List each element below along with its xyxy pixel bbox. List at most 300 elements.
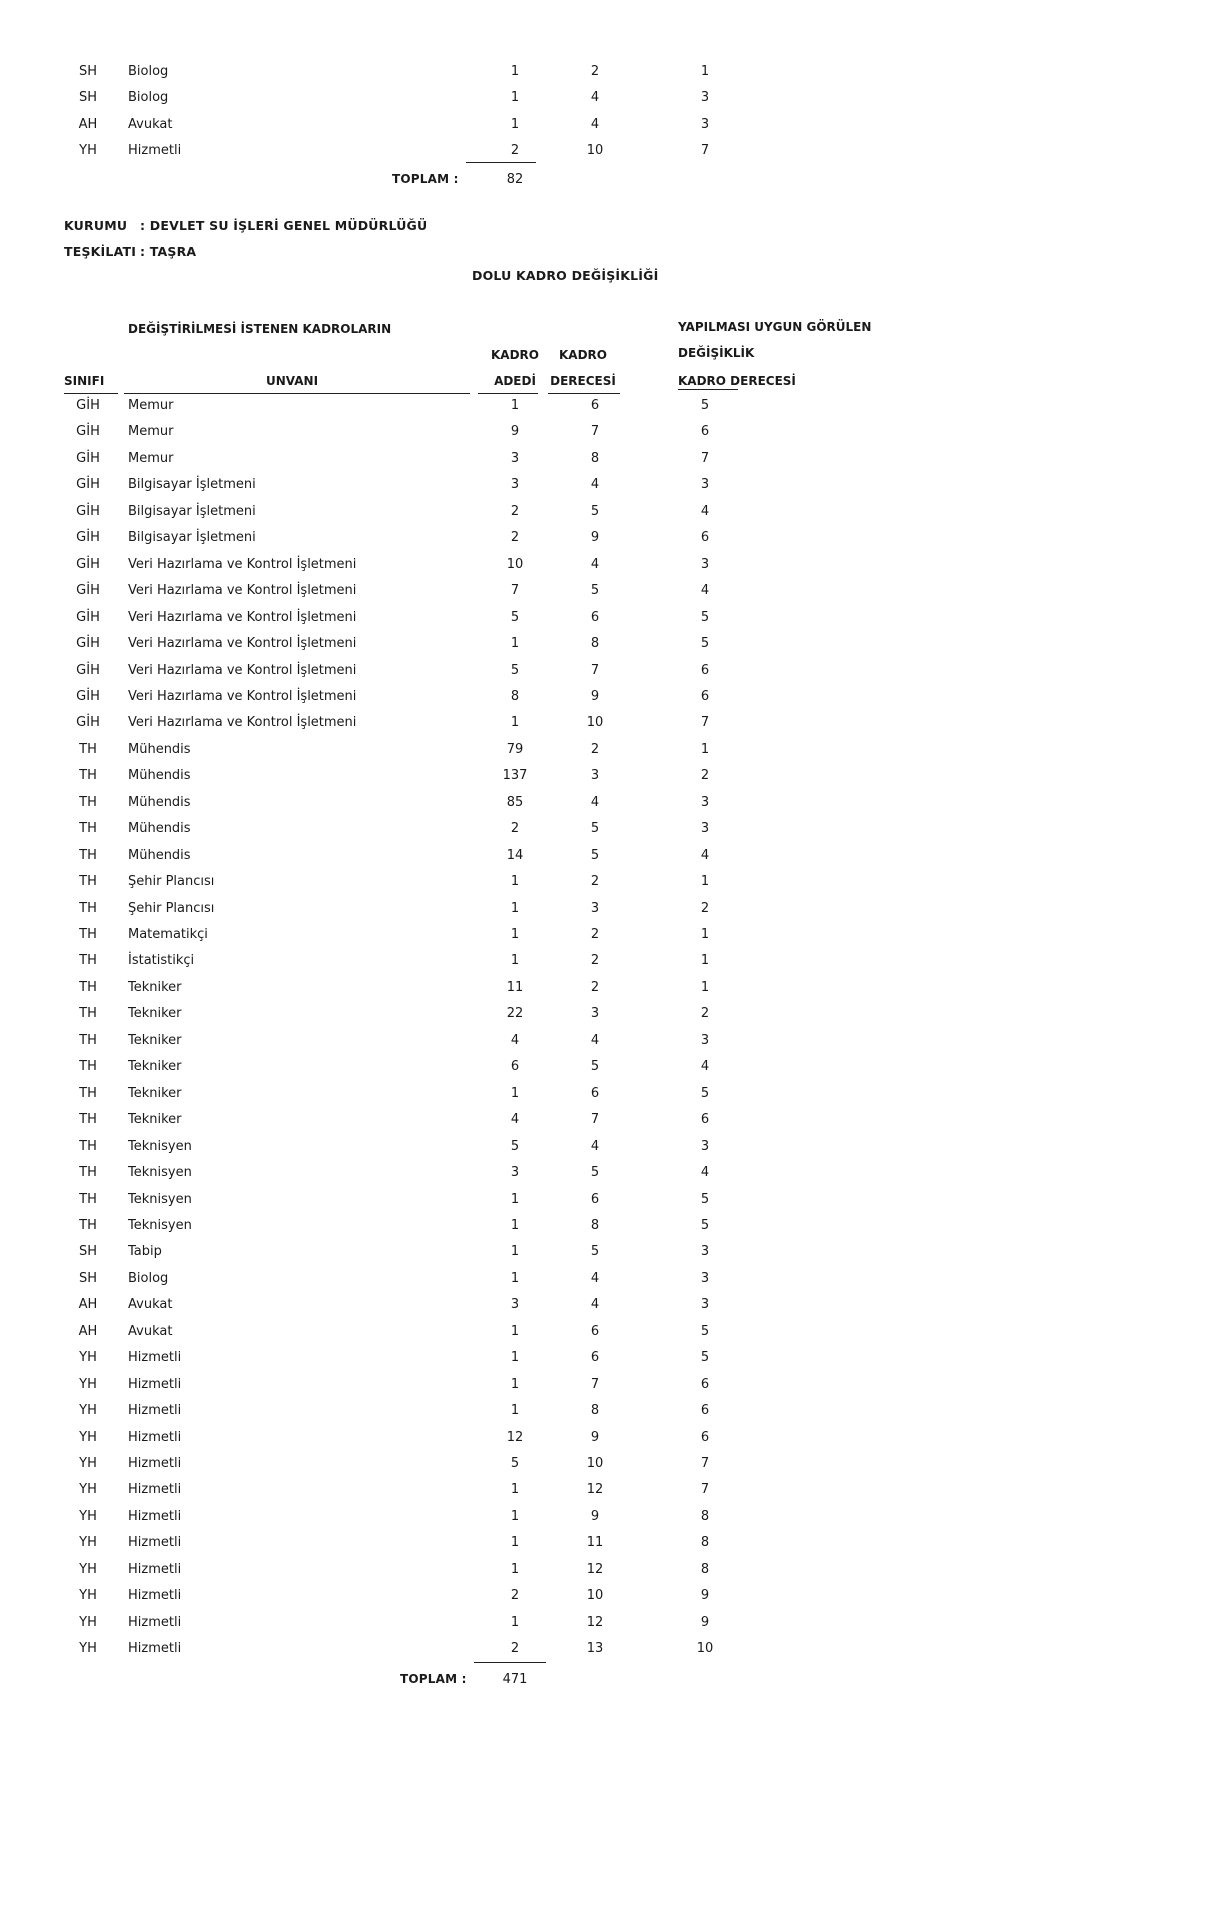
cell-count: 4 (510, 1112, 520, 1128)
cell-new-degree: 3 (700, 821, 710, 837)
cell-title: Tekniker (128, 1006, 182, 1022)
cell-degree: 12 (586, 1561, 604, 1577)
cell-class: TH (79, 794, 97, 810)
table-row (0, 953, 1223, 973)
cell-class: GİH (76, 609, 100, 625)
cell-class: SH (78, 1244, 98, 1260)
cell-title: Tekniker (128, 1085, 182, 1101)
cell-count: 1 (510, 1270, 520, 1286)
cell-count: 1 (510, 1482, 520, 1498)
cell-count: 1 (510, 1403, 520, 1419)
table-row (0, 530, 1223, 550)
cell-class: TH (79, 847, 97, 863)
cell-class: GİH (76, 477, 100, 493)
cell-title: Biolog (128, 64, 169, 79)
cell-count: 1 (510, 636, 520, 652)
table-row (0, 117, 1223, 137)
cell-title: Veri Hazırlama ve Kontrol İşletmeni (128, 715, 357, 731)
table-row (0, 1086, 1223, 1106)
cell-new-degree: 5 (700, 398, 710, 413)
header-rule-derecesi (548, 393, 620, 394)
cell-class: TH (79, 821, 97, 837)
cell-new-degree: 3 (700, 1270, 710, 1286)
cell-new-degree: 2 (700, 900, 710, 916)
cell-degree: 4 (590, 556, 600, 572)
cell-count: 1 (510, 398, 520, 413)
table-row (0, 610, 1223, 630)
cell-count: 1 (510, 874, 520, 890)
table-row (0, 477, 1223, 497)
cell-count: 4 (510, 1032, 520, 1048)
cell-count: 1 (510, 1535, 520, 1551)
cell-degree: 4 (590, 1032, 600, 1048)
cell-class: YH (79, 142, 97, 158)
cell-new-degree: 3 (700, 477, 710, 493)
header-rule-kadro-derecesi (678, 389, 738, 390)
cell-degree: 6 (590, 609, 600, 625)
cell-degree: 6 (590, 1191, 600, 1207)
cell-title: Şehir Plancısı (128, 900, 215, 916)
table-row (0, 1588, 1223, 1608)
cell-degree: 2 (590, 874, 600, 890)
cell-degree: 6 (590, 1085, 600, 1101)
cell-class: YH (79, 1482, 97, 1498)
cell-class: TH (79, 741, 97, 757)
table-row (0, 1033, 1223, 1053)
cell-class: GİH (76, 636, 100, 652)
cell-class: GİH (76, 398, 100, 413)
table-row (0, 1403, 1223, 1423)
header-group-right-1: YAPILMASI UYGUN GÖRÜLEN (678, 320, 872, 334)
teskilati-label: TEŞKİLATI (64, 244, 137, 259)
cell-new-degree: 5 (700, 1217, 710, 1233)
cell-class: TH (79, 1032, 97, 1048)
cell-count: 8 (510, 688, 520, 704)
table-row (0, 1377, 1223, 1397)
cell-degree: 10 (586, 715, 604, 731)
table-row (0, 1430, 1223, 1450)
cell-new-degree: 3 (700, 1032, 710, 1048)
cell-title: Memur (128, 424, 174, 440)
cell-title: Avukat (128, 1323, 173, 1339)
cell-degree: 7 (590, 1376, 600, 1392)
cell-count: 1 (510, 953, 520, 969)
table-row (0, 1509, 1223, 1529)
cell-count: 1 (510, 90, 520, 106)
cell-class: TH (79, 874, 97, 890)
table-row (0, 795, 1223, 815)
table-row (0, 1271, 1223, 1291)
header-rule-adedi (478, 393, 538, 394)
cell-class: AH (78, 1323, 98, 1339)
cell-title: Bilgisayar İşletmeni (128, 477, 256, 493)
cell-new-degree: 9 (700, 1588, 710, 1604)
cell-degree: 9 (590, 1508, 600, 1524)
cell-count: 5 (510, 1138, 520, 1154)
cell-class: GİH (76, 530, 100, 546)
table-row (0, 1112, 1223, 1132)
table-row (0, 1456, 1223, 1476)
cell-new-degree: 6 (700, 1376, 710, 1392)
teskilati-value: : TAŞRA (140, 244, 197, 259)
cell-count: 12 (506, 1429, 524, 1445)
cell-class: YH (79, 1561, 97, 1577)
table-row (0, 90, 1223, 110)
cell-new-degree: 6 (700, 688, 710, 704)
cell-count: 3 (510, 477, 520, 493)
header-derecesi: DERECESİ (550, 374, 616, 388)
cell-new-degree: 10 (696, 1641, 714, 1657)
bottom-total-value: 471 (502, 1672, 528, 1687)
table-row (0, 821, 1223, 841)
cell-new-degree: 5 (700, 1191, 710, 1207)
cell-class: YH (79, 1403, 97, 1419)
cell-new-degree: 3 (700, 1244, 710, 1260)
cell-class: TH (79, 1085, 97, 1101)
cell-class: YH (79, 1535, 97, 1551)
cell-title: Hizmetli (128, 1641, 182, 1657)
cell-count: 1 (510, 1244, 520, 1260)
cell-degree: 6 (590, 1350, 600, 1366)
cell-class: GİH (76, 450, 100, 466)
cell-degree: 8 (590, 1217, 600, 1233)
cell-new-degree: 3 (700, 90, 710, 106)
cell-title: Avukat (128, 1297, 173, 1313)
cell-count: 1 (510, 64, 520, 79)
header-kadro-2: KADRO (559, 348, 607, 362)
cell-degree: 5 (590, 847, 600, 863)
cell-new-degree: 7 (700, 450, 710, 466)
cell-count: 5 (510, 662, 520, 678)
top-total-rule (466, 162, 536, 163)
cell-new-degree: 1 (700, 64, 710, 79)
cell-new-degree: 7 (700, 1456, 710, 1471)
cell-count: 11 (506, 979, 524, 995)
table-row (0, 1615, 1223, 1635)
cell-degree: 7 (590, 1112, 600, 1128)
table-row (0, 1297, 1223, 1317)
cell-title: Hizmetli (128, 142, 182, 158)
table-row (0, 901, 1223, 921)
cell-new-degree: 6 (700, 662, 710, 678)
cell-new-degree: 3 (700, 556, 710, 572)
header-unvani: UNVANI (266, 374, 319, 388)
table-row (0, 557, 1223, 577)
header-group-left: DEĞİŞTİRİLMESİ İSTENEN KADROLARIN (128, 322, 392, 336)
cell-count: 14 (506, 847, 524, 863)
cell-new-degree: 3 (700, 1138, 710, 1154)
table-row (0, 1482, 1223, 1502)
cell-degree: 2 (590, 979, 600, 995)
cell-new-degree: 6 (700, 1429, 710, 1445)
cell-title: Tekniker (128, 1112, 182, 1128)
cell-count: 3 (510, 1297, 520, 1313)
cell-title: Memur (128, 398, 174, 413)
bottom-total-label: TOPLAM : (400, 1672, 467, 1686)
cell-new-degree: 1 (700, 741, 710, 757)
kurumu-label: KURUMU (64, 218, 128, 233)
table-row (0, 1535, 1223, 1555)
header-sinifi: SINIFI (64, 374, 105, 388)
cell-title: Hizmetli (128, 1508, 182, 1524)
cell-class: SH (78, 1270, 98, 1286)
table-row (0, 1006, 1223, 1026)
cell-count: 2 (510, 530, 520, 546)
cell-count: 1 (510, 715, 520, 731)
cell-degree: 4 (590, 1297, 600, 1313)
cell-degree: 12 (586, 1482, 604, 1498)
cell-title: Hizmetli (128, 1614, 182, 1630)
cell-count: 2 (510, 1588, 520, 1604)
table-row (0, 1139, 1223, 1159)
cell-class: TH (79, 1006, 97, 1022)
cell-new-degree: 4 (700, 583, 710, 599)
cell-degree: 10 (586, 1588, 604, 1604)
cell-count: 1 (510, 1323, 520, 1339)
cell-title: Tabip (128, 1244, 162, 1260)
cell-class: AH (78, 1297, 98, 1313)
cell-degree: 5 (590, 583, 600, 599)
cell-new-degree: 1 (700, 927, 710, 942)
cell-count: 1 (510, 1350, 520, 1366)
cell-class: TH (79, 1165, 97, 1181)
cell-degree: 2 (590, 953, 600, 969)
cell-new-degree: 2 (700, 768, 710, 784)
table-row (0, 927, 1223, 947)
cell-title: Tekniker (128, 1032, 182, 1048)
cell-degree: 7 (590, 662, 600, 678)
cell-degree: 4 (590, 90, 600, 106)
section-title: DOLU KADRO DEĞİŞİKLİĞİ (472, 268, 659, 283)
cell-class: TH (79, 953, 97, 969)
cell-degree: 2 (590, 741, 600, 757)
cell-degree: 5 (590, 1059, 600, 1075)
cell-new-degree: 3 (700, 116, 710, 132)
cell-degree: 4 (590, 1138, 600, 1154)
cell-count: 1 (510, 1508, 520, 1524)
cell-new-degree: 3 (700, 794, 710, 810)
cell-degree: 8 (590, 450, 600, 466)
header-kadro-1: KADRO (491, 348, 539, 362)
cell-class: GİH (76, 556, 100, 572)
top-total-label: TOPLAM : (392, 172, 459, 186)
cell-degree: 12 (586, 1614, 604, 1630)
cell-new-degree: 6 (700, 530, 710, 546)
cell-title: Tekniker (128, 1059, 182, 1075)
cell-new-degree: 2 (700, 1006, 710, 1022)
top-total-value: 82 (506, 172, 524, 187)
cell-new-degree: 7 (700, 715, 710, 731)
cell-title: Bilgisayar İşletmeni (128, 530, 256, 546)
table-row (0, 1324, 1223, 1344)
cell-count: 85 (506, 794, 524, 810)
cell-degree: 6 (590, 398, 600, 413)
cell-class: YH (79, 1376, 97, 1392)
cell-degree: 9 (590, 1429, 600, 1445)
cell-class: YH (79, 1456, 97, 1471)
table-row (0, 143, 1223, 163)
cell-count: 1 (510, 1085, 520, 1101)
cell-new-degree: 1 (700, 953, 710, 969)
cell-degree: 9 (590, 530, 600, 546)
table-row (0, 1218, 1223, 1238)
kurumu-value: : DEVLET SU İŞLERİ GENEL MÜDÜRLÜĞÜ (140, 218, 428, 233)
header-kadro-derecesi: KADRO DERECESİ (678, 374, 796, 388)
cell-degree: 3 (590, 1006, 600, 1022)
cell-title: Mühendis (128, 821, 191, 837)
cell-new-degree: 4 (700, 847, 710, 863)
table-row (0, 848, 1223, 868)
cell-count: 1 (510, 116, 520, 132)
table-row (0, 715, 1223, 735)
cell-class: TH (79, 1059, 97, 1075)
cell-title: Hizmetli (128, 1429, 182, 1445)
cell-class: AH (78, 116, 98, 132)
cell-class: TH (79, 1138, 97, 1154)
cell-title: Mühendis (128, 794, 191, 810)
cell-degree: 5 (590, 1244, 600, 1260)
cell-class: TH (79, 900, 97, 916)
cell-count: 6 (510, 1059, 520, 1075)
cell-title: Memur (128, 450, 174, 466)
cell-new-degree: 7 (700, 142, 710, 158)
cell-class: YH (79, 1614, 97, 1630)
bottom-total-rule (474, 1662, 546, 1663)
table-row (0, 980, 1223, 1000)
cell-count: 137 (502, 768, 528, 784)
table-row (0, 504, 1223, 524)
cell-degree: 2 (590, 64, 600, 79)
cell-degree: 9 (590, 688, 600, 704)
cell-degree: 11 (586, 1535, 604, 1551)
table-row (0, 1562, 1223, 1582)
cell-count: 1 (510, 900, 520, 916)
cell-new-degree: 9 (700, 1614, 710, 1630)
table-row (0, 742, 1223, 762)
cell-class: TH (79, 1217, 97, 1233)
cell-new-degree: 6 (700, 424, 710, 440)
cell-title: Veri Hazırlama ve Kontrol İşletmeni (128, 688, 357, 704)
cell-new-degree: 5 (700, 1085, 710, 1101)
cell-title: Veri Hazırlama ve Kontrol İşletmeni (128, 662, 357, 678)
cell-new-degree: 4 (700, 503, 710, 519)
cell-degree: 8 (590, 1403, 600, 1419)
cell-class: SH (78, 64, 98, 79)
cell-new-degree: 6 (700, 1403, 710, 1419)
cell-title: Biolog (128, 1270, 169, 1286)
cell-count: 79 (506, 741, 524, 757)
cell-class: GİH (76, 688, 100, 704)
table-row (0, 874, 1223, 894)
cell-degree: 10 (586, 1456, 604, 1471)
cell-new-degree: 1 (700, 979, 710, 995)
cell-count: 1 (510, 927, 520, 942)
cell-count: 2 (510, 1641, 520, 1657)
cell-count: 1 (510, 1191, 520, 1207)
header-rule-sinifi (64, 393, 118, 394)
table-row (0, 663, 1223, 683)
cell-class: YH (79, 1588, 97, 1604)
cell-count: 7 (510, 583, 520, 599)
cell-class: TH (79, 1112, 97, 1128)
cell-count: 1 (510, 1217, 520, 1233)
cell-count: 2 (510, 142, 520, 158)
cell-title: Hizmetli (128, 1482, 182, 1498)
cell-degree: 4 (590, 1270, 600, 1286)
table-row (0, 583, 1223, 603)
cell-degree: 4 (590, 794, 600, 810)
cell-new-degree: 8 (700, 1535, 710, 1551)
cell-new-degree: 6 (700, 1112, 710, 1128)
cell-class: YH (79, 1429, 97, 1445)
cell-new-degree: 5 (700, 609, 710, 625)
cell-new-degree: 5 (700, 1350, 710, 1366)
cell-title: Teknisyen (128, 1217, 192, 1233)
cell-degree: 3 (590, 768, 600, 784)
cell-degree: 5 (590, 503, 600, 519)
table-row (0, 424, 1223, 444)
cell-title: Teknisyen (128, 1138, 192, 1154)
cell-title: Biolog (128, 90, 169, 106)
cell-new-degree: 3 (700, 1297, 710, 1313)
cell-title: Matematikçi (128, 927, 208, 942)
cell-new-degree: 5 (700, 636, 710, 652)
cell-title: Mühendis (128, 741, 191, 757)
cell-title: Mühendis (128, 768, 191, 784)
cell-title: Avukat (128, 116, 173, 132)
cell-class: GİH (76, 424, 100, 440)
cell-class: SH (78, 90, 98, 106)
cell-count: 3 (510, 450, 520, 466)
cell-title: Hizmetli (128, 1376, 182, 1392)
cell-count: 5 (510, 609, 520, 625)
cell-title: Hizmetli (128, 1535, 182, 1551)
cell-count: 3 (510, 1165, 520, 1181)
cell-class: TH (79, 979, 97, 995)
cell-title: İstatistikçi (128, 953, 195, 969)
table-row (0, 768, 1223, 788)
cell-title: Veri Hazırlama ve Kontrol İşletmeni (128, 636, 357, 652)
cell-title: Teknisyen (128, 1191, 192, 1207)
cell-new-degree: 4 (700, 1059, 710, 1075)
table-row (0, 1165, 1223, 1185)
cell-count: 1 (510, 1376, 520, 1392)
cell-title: Teknisyen (128, 1165, 192, 1181)
cell-degree: 13 (586, 1641, 604, 1657)
cell-degree: 4 (590, 116, 600, 132)
cell-count: 5 (510, 1456, 520, 1471)
cell-degree: 6 (590, 1323, 600, 1339)
cell-new-degree: 8 (700, 1561, 710, 1577)
table-row (0, 398, 1223, 418)
cell-title: Hizmetli (128, 1561, 182, 1577)
cell-new-degree: 7 (700, 1482, 710, 1498)
table-row (0, 689, 1223, 709)
cell-class: TH (79, 927, 97, 942)
cell-new-degree: 5 (700, 1323, 710, 1339)
cell-count: 10 (506, 556, 524, 572)
cell-title: Veri Hazırlama ve Kontrol İşletmeni (128, 609, 357, 625)
cell-count: 1 (510, 1561, 520, 1577)
cell-new-degree: 1 (700, 874, 710, 890)
cell-class: TH (79, 768, 97, 784)
cell-title: Hizmetli (128, 1456, 182, 1471)
cell-count: 1 (510, 1614, 520, 1630)
table-row (0, 1192, 1223, 1212)
cell-count: 2 (510, 503, 520, 519)
header-group-right-2: DEĞİŞİKLİK (678, 346, 755, 360)
cell-degree: 3 (590, 900, 600, 916)
